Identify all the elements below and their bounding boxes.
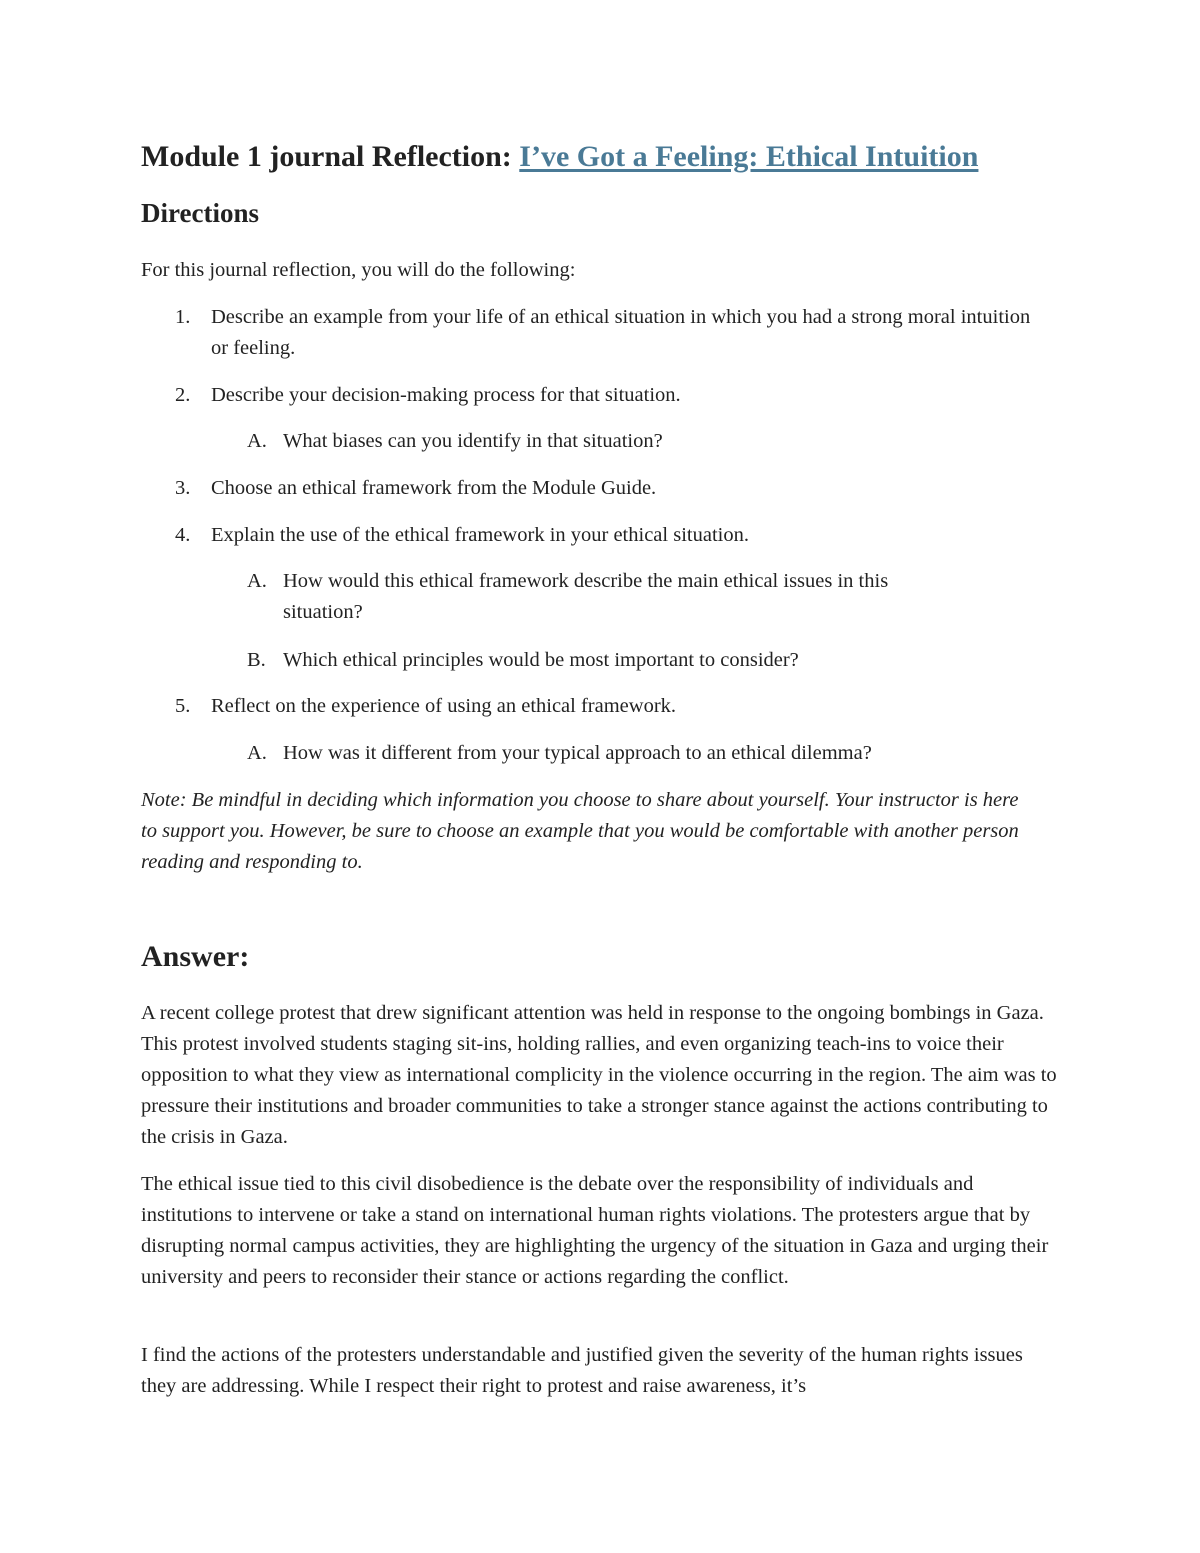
title-prefix: Module 1 journal Reflection: [141,140,520,173]
list-item [175,380,1035,411]
list-item [175,691,1035,722]
title-link[interactable]: I’ve Got a Feeling: Ethical Intuition [519,140,979,173]
privacy-note: Note: Be mindful in deciding which information you choose to share about yourself. Your instructor is here to support you. However, be sure to choose an example that you would be comfortable with another person reading and responding to. [141,789,1019,873]
sub-list-item [247,566,967,628]
list-item [175,520,1035,551]
sub-list-item [247,738,1047,769]
list-item-text: Describe your decision-making process for that situation. [211,384,681,406]
list-marker: 4. [175,524,191,546]
list-marker: B. [247,649,266,671]
answer-paragraph: The ethical issue tied to this civil disobedience is the debate over the responsibility of individuals and institutions to intervene or take a stand on international human rights violations. The protesters argue that by disrupting normal campus activities, they are highlighting the urgency of the situation in Gaza and urging their university and peers to reconsider their stance or actions regarding the conflict. [141,1173,1049,1288]
directions-intro: For this journal reflection, you will do the following: [141,259,576,281]
list-item [175,473,1035,504]
answer-paragraph: A recent college protest that drew significant attention was held in response to the ongoing bombings in Gaza. This protest involved students staging sit-ins, holding rallies, and even organizing teach-ins to voice their opposition to what they view as international complicity in the violence occurring in the region. The aim was to pressure their institutions and broader communities to take a stronger stance against the actions contributing to the crisis in Gaza. [141,1002,1057,1148]
list-item-text: Reflect on the experience of using an ethical framework. [211,695,677,717]
page-title [141,140,978,174]
list-marker: 5. [175,695,191,717]
answer-paragraph: I find the actions of the protesters understandable and justified given the severity of the human rights issues they are addressing. While I respect their right to protest and raise awareness, it’s [141,1344,1023,1397]
list-marker: A. [247,742,267,764]
list-item-text: What biases can you identify in that situation? [283,430,663,452]
list-item-text: How would this ethical framework describe the main ethical issues in this situation? [283,570,889,623]
sub-list-item [247,645,1047,676]
list-marker: A. [247,430,267,452]
list-marker: 3. [175,477,191,499]
list-item [175,302,1035,364]
list-marker: A. [247,570,267,592]
directions-heading: Directions [141,198,259,228]
list-marker: 2. [175,384,191,406]
sub-list-item [247,426,1047,457]
list-item-text: Explain the use of the ethical framework in your ethical situation. [211,524,749,546]
list-marker: 1. [175,306,191,328]
list-item-text: Describe an example from your life of an ethical situation in which you had a strong moral intuition or feeling. [211,306,1031,359]
list-item-text: Which ethical principles would be most important to consider? [283,649,799,671]
list-item-text: How was it different from your typical approach to an ethical dilemma? [283,742,872,764]
list-item-text: Choose an ethical framework from the Module Guide. [211,477,657,499]
answer-heading: Answer: [141,940,250,973]
